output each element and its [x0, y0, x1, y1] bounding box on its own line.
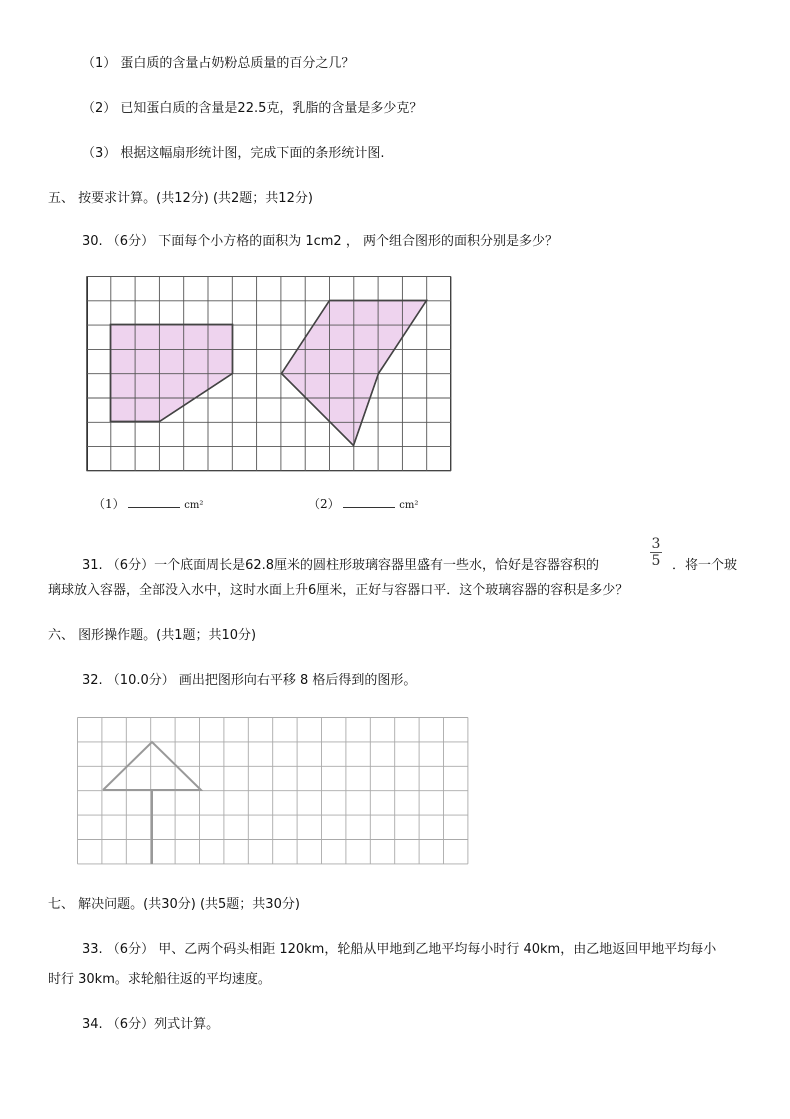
answer-1 [93, 495, 203, 515]
question-34-text: 34. （6分）列式计算。 [82, 1017, 220, 1032]
subquestion-number: （1） [82, 56, 117, 71]
question-31-line-1-tail: ．将一个玻 [672, 558, 738, 573]
section-7-heading: 七、 解决问题。(共30分) (共5题；共30分) [48, 897, 300, 912]
fraction-numerator: 3 [651, 536, 661, 552]
question-31-line-1: 31. （6分）一个底面周长是62.8厘米的圆柱形玻璃容器里盛有一些水，恰好是容器容积的 [82, 558, 600, 573]
question-31-line-2: 璃球放入容器，全部没入水中，这时水面上升6厘米，正好与容器口平．这个玻璃容器的容积是多少？ [48, 583, 629, 598]
subquestion-number: （3） [82, 146, 117, 161]
answer-1-unit: cm² [184, 500, 204, 511]
subquestion-2 [82, 100, 422, 118]
answer-1-label: （1） [93, 497, 125, 511]
answer-1-blank[interactable] [128, 495, 180, 508]
answer-2-blank[interactable] [343, 495, 395, 508]
answer-2-label: （2） [308, 497, 340, 511]
question-32-grid-figure [76, 716, 476, 868]
subquestion-text: 根据这幅扇形统计图，完成下面的条形统计图. [120, 146, 385, 161]
question-30-text: 30. （6分） 下面每个小方格的面积为 1cm2 ， 两个组合图形的面积分别是多少？ [82, 234, 558, 249]
subquestion-number: （2） [82, 101, 117, 116]
fraction-denominator: 5 [651, 553, 661, 569]
answer-2 [308, 495, 418, 515]
section-6-heading: 六、 图形操作题。(共1题；共10分) [48, 628, 257, 643]
subquestion-1 [82, 55, 354, 73]
subquestion-text: 已知蛋白质的含量是22.5克，乳脂的含量是多少克？ [120, 101, 423, 116]
subquestion-text: 蛋白质的含量占奶粉总质量的百分之几？ [120, 56, 355, 71]
question-33-line-2: 时行 30km。求轮船往返的平均速度。 [48, 972, 271, 987]
question-32-text: 32. （10.0分） 画出把图形向右平移 8 格后得到的图形。 [82, 673, 417, 688]
question-33-line-1: 33. （6分） 甲、乙两个码头相距 120km，轮船从甲地到乙地平均每小时行 40km，由乙地返回甲地平均每小 [82, 942, 717, 957]
subquestion-3 [82, 145, 385, 163]
section-5-heading: 五、 按要求计算。(共12分) (共2题；共12分) [48, 191, 313, 206]
question-30-grid-figure [86, 275, 454, 475]
answer-2-unit: cm² [399, 500, 419, 511]
